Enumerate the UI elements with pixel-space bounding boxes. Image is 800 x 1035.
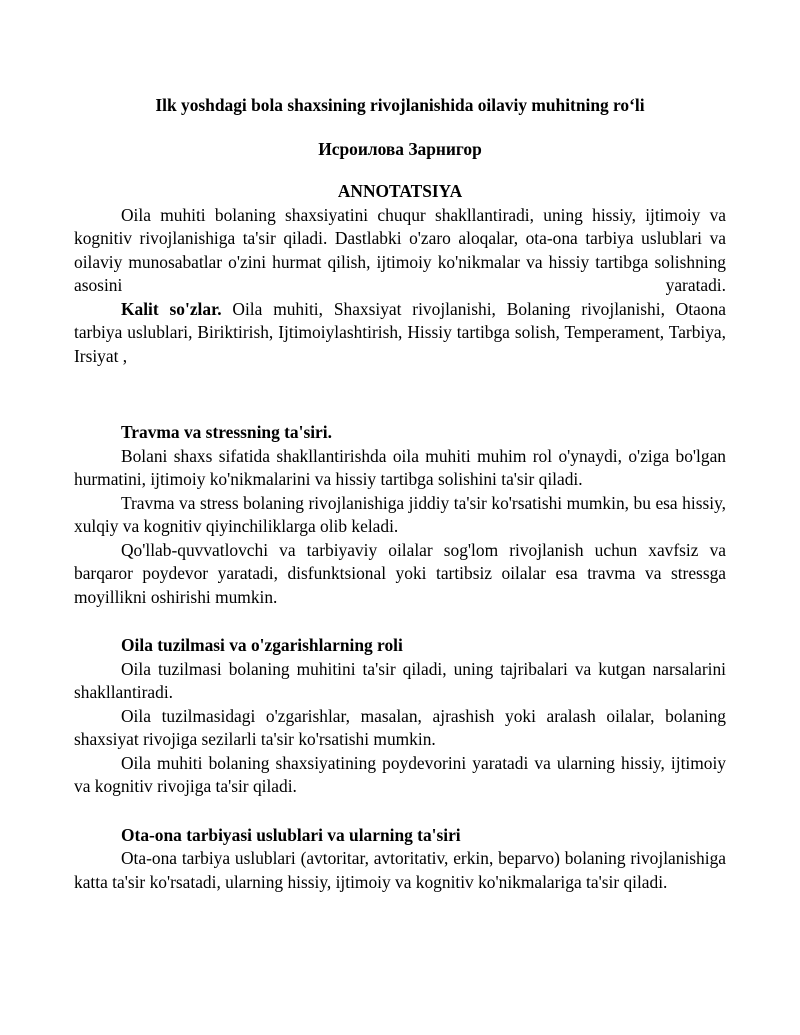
section-paragraph: Bolani shaxs sifatida shakllantirishda oila muhiti muhim rol o'ynaydi, o'ziga bo'lgan hurmatini, ijtimoiy ko'nikmalarini va hissiy tartibga solishini ta'sir qiladi. — [74, 445, 726, 489]
document-title: Ilk yoshdagi bola shaxsining rivojlanishida oilaviy muhitning ro‘li — [155, 95, 645, 115]
section-paragraph: Oila tuzilmasi bolaning muhitini ta'sir qiladi, uning tajribalari va kutgan narsalarini shakllantiradi. — [74, 658, 726, 702]
section-paragraph: Qo'llab-quvvatlovchi va tarbiyaviy oilalar sog'lom rivojlanish uchun xavfsiz va barqaror poydevor yaratadi, disfunktsional yoki tartibsiz oilalar esa travma va stressga moyillikni oshirishi mumkin. — [74, 539, 726, 607]
annotation-heading: ANNOTATSIYA — [337, 181, 463, 201]
section-heading-trauma: Travma va stressning ta'siri. — [121, 422, 332, 442]
section-paragraph: Oila tuzilmasidagi o'zgarishlar, masalan, ajrashish yoki aralash oilalar, bolaning shaxsiyat rivojiga sezilarli ta'sir ko'rsatishi mumkin. — [74, 705, 726, 749]
section-heading-family-structure: Oila tuzilmasi va o'zgarishlarning roli — [121, 635, 403, 655]
keywords-list: Oila muhiti, Shaxsiyat rivojlanishi, Bolaning rivojlanishi, Otaona tarbiya uslublari, Biriktirish, Ijtimoiylashtirish, Hissiy tartibga solish, Temperament, Tarbiya, Irsiyat , — [74, 298, 726, 366]
author-name: Исроилова Зарнигор — [318, 138, 482, 159]
document-page — [74, 66, 726, 894]
keywords-label: Kalit so'zlar. — [121, 298, 222, 319]
keywords-paragraph — [74, 298, 726, 369]
section-heading-parenting-styles: Ota-ona tarbiyasi uslublari va ularning ta'siri — [121, 824, 461, 845]
section-paragraph: Ota-ona tarbiya uslublari (avtoritar, avtoritativ, erkin, beparvo) bolaning rivojlanishiga katta ta'sir ko'rsatadi, ularning hissiy, ijtimoiy va kognitiv ko'nikmalariga ta'sir qiladi. — [74, 848, 726, 892]
section-paragraph: Oila muhiti bolaning shaxsiyatining poydevorini yaratadi va ularning hissiy, ijtimoiy va kognitiv rivojiga ta'sir qiladi. — [74, 752, 726, 796]
section-paragraph: Travma va stress bolaning rivojlanishiga jiddiy ta'sir ko'rsatishi mumkin, bu esa hissiy, xulqiy va kognitiv qiyinchiliklarga olib keladi. — [74, 492, 726, 536]
annotation-paragraph: Oila muhiti bolaning shaxsiyatini chuqur shakllantiradi, uning hissiy, ijtimoiy va kognitiv rivojlanishiga ta'sir qiladi. Dastlabki o'zaro aloqalar, ota-ona tarbiya uslublari va oilaviy munosabatlar o'zini hurmat qilish, ijtimoiy ko'nikmalar va hissiy tartibga solishning asosini yaratadi. — [74, 204, 726, 295]
